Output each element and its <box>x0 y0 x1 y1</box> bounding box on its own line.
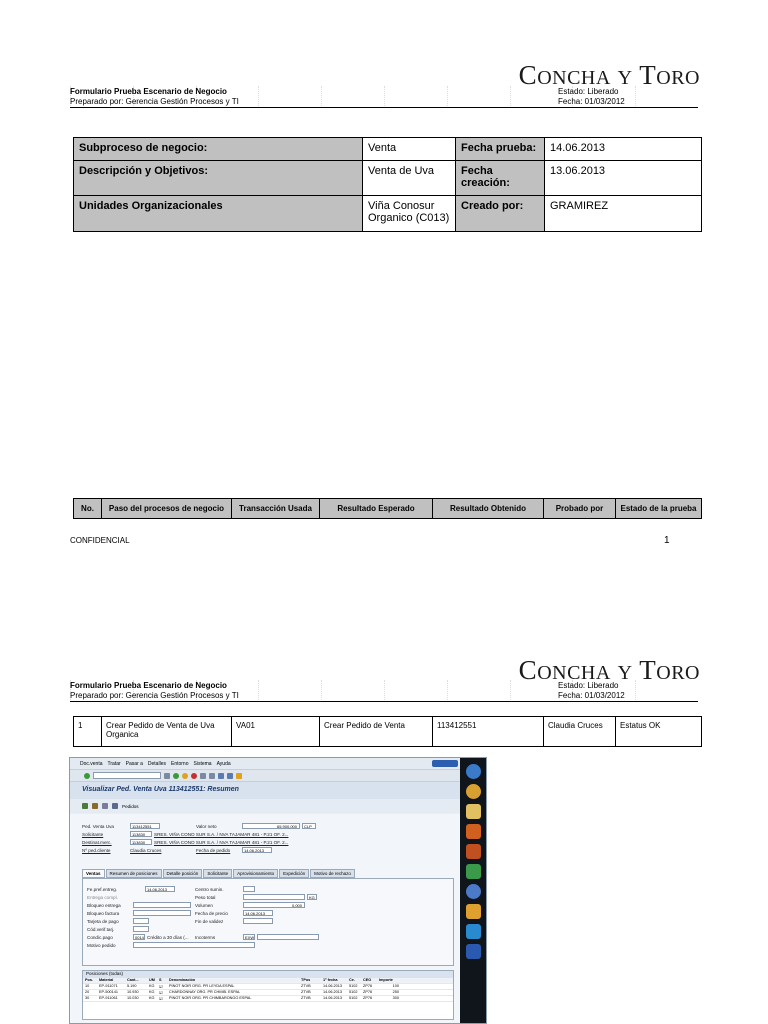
grid-col-cant: Cant... <box>127 978 139 982</box>
fprecio-field[interactable]: 14.06.2013 <box>243 910 273 916</box>
confidential-label: CONFIDENCIAL <box>70 536 130 545</box>
exit-icon[interactable] <box>182 773 188 779</box>
page-number: 1 <box>664 535 670 546</box>
help-icon[interactable] <box>236 773 242 779</box>
motivo-field[interactable] <box>133 942 255 948</box>
header-right <box>558 87 625 107</box>
step-probado: Claudia Cruces <box>544 717 616 747</box>
descripcion-label: Descripción y Objetivos: <box>74 161 363 196</box>
menu-entorno[interactable]: Entorno <box>170 760 189 767</box>
menu-doc-venta[interactable]: Doc.venta <box>80 760 103 767</box>
grid-cell: 5.190 <box>127 984 137 988</box>
step-esperado: Crear Pedido de Venta <box>320 717 433 747</box>
document-status: Estado: Liberado <box>558 87 619 96</box>
fecha-creacion-label: Fecha creación: <box>456 161 545 196</box>
step-transaccion: VA01 <box>232 717 320 747</box>
col-header-paso: Paso del procesos de negocio <box>102 499 232 519</box>
grid-cell: 5102 <box>349 984 358 988</box>
grid-cell: 14.06.2013 <box>323 996 343 1000</box>
bloq-ent-label: Bloqueo entrega <box>87 903 121 908</box>
header-left <box>70 87 239 107</box>
grid-cell: 20 <box>85 990 90 994</box>
word-icon[interactable] <box>466 944 481 959</box>
bloq-fac-field[interactable] <box>133 910 191 916</box>
grid-cell: CHARDONNAY ORG. PR CHIMB. ESPAL <box>169 990 241 994</box>
dest-name: SRES. VIÑA CONO SUR S.A. / NVA TAJAMAR 481 - P.21 OF. 2... <box>154 840 289 845</box>
find-icon[interactable] <box>209 773 215 779</box>
grid-cell: ZTVB <box>301 990 311 994</box>
sol-label: Solicitante <box>82 832 104 837</box>
motivo-label: Motivo pedido <box>87 943 116 948</box>
table-row <box>74 161 702 196</box>
company-logo: CONCHA Y TORO <box>518 60 700 90</box>
grid-cell: EP-911061 <box>99 996 118 1000</box>
prepared-by: Preparado por: Gerencia Gestión Procesos y TI <box>70 97 239 106</box>
unidades-label: Unidades Organizacionales <box>74 196 363 232</box>
fpref-label: Fe.pref.entreg. <box>87 887 118 892</box>
fin-label: Fin de validez <box>195 919 224 924</box>
np-label: Nº ped.cliente <box>82 848 111 853</box>
entrega-label: Entrega compl. <box>87 895 118 900</box>
tarjeta-label: Tarjeta de pago <box>87 919 119 924</box>
outlook-icon[interactable] <box>466 824 481 839</box>
orders-button-label[interactable]: Pedidos <box>122 803 139 809</box>
enter-icon[interactable] <box>84 773 90 779</box>
peso-unit[interactable]: KG <box>307 894 317 900</box>
sol-name: SRES. VIÑA CONO SUR S.A. / NVA TAJAMAR 481 - P.21 OF. 2... <box>154 832 289 837</box>
grid-cell: 5102 <box>349 996 358 1000</box>
session-icon[interactable] <box>227 773 233 779</box>
np-value: Claudia Cruces <box>130 848 162 853</box>
condp-text: Crédito a 30 días (... <box>147 935 189 940</box>
grid-col-importe: Importe <box>379 978 393 982</box>
header-icon[interactable] <box>102 803 108 809</box>
fecha-pedido-field[interactable]: 14.06.2013 <box>242 847 272 853</box>
tab-detalle-posicion[interactable]: Detalle posición <box>163 869 203 878</box>
fprecio-label: Fecha de precio <box>195 911 228 916</box>
unidades-value: Viña Conosur Organico (C013) <box>363 196 456 232</box>
prepared-by: Preparado por: Gerencia Gestión Procesos y TI <box>70 691 239 700</box>
start-icon[interactable] <box>466 764 481 779</box>
col-header-obtenido: Resultado Obtenido <box>433 499 544 519</box>
tab-solicitante[interactable]: Solicitante <box>203 869 232 878</box>
display-icon[interactable] <box>82 803 88 809</box>
subproceso-value: Venta <box>363 138 456 161</box>
grid-checkbox[interactable]: ☑ <box>159 991 163 995</box>
info-table <box>73 137 702 232</box>
grid-cell: ZP76 <box>363 984 373 988</box>
sol-field[interactable]: 113830 <box>130 831 152 837</box>
grid-col-ce: Ce. <box>349 978 355 982</box>
skype-icon[interactable] <box>466 924 481 939</box>
descripcion-value: Venta de Uva <box>363 161 456 196</box>
step-row-table <box>73 716 702 747</box>
bloq-ent-field[interactable] <box>133 902 191 908</box>
ped-label: Ped. Venta Uva <box>82 824 114 829</box>
fecha-prueba-label: Fecha prueba: <box>456 138 545 161</box>
fpref-field[interactable]: 14.06.2013 <box>145 886 175 892</box>
grid-cell: PINOT NOIR ORG. PR LEYDA ESPAL <box>169 984 235 988</box>
grid-title: Posiciones (todas) <box>83 971 453 978</box>
tab-motivo-rechazo[interactable]: Motivo de rechazo <box>310 869 355 878</box>
grid-cell: KG <box>149 990 155 994</box>
command-field[interactable] <box>93 772 161 779</box>
col-header-estado: Estado de la prueba <box>616 499 702 519</box>
grid-cell: 10.030 <box>127 996 139 1000</box>
grid-cell: ZP76 <box>363 996 373 1000</box>
grid-col-um: UM <box>149 978 155 982</box>
orders-icon[interactable] <box>112 803 118 809</box>
table-row <box>74 138 702 161</box>
step-obtenido: 113412551 <box>433 717 544 747</box>
table-row[interactable] <box>83 996 453 1002</box>
condp-label: Condic.pago <box>87 935 113 940</box>
peso-label: Peso total <box>195 895 216 900</box>
sap-tab-strip <box>82 869 355 878</box>
form-title: Formulario Prueba Escenario de Negocio <box>70 681 227 690</box>
grid-col-material: Material <box>99 978 114 982</box>
step-estado: Estatus OK <box>616 717 702 747</box>
bloq-fac-label: Bloqueo factura <box>87 911 120 916</box>
grid-cell: 10.930 <box>127 990 139 994</box>
header-right <box>558 681 625 701</box>
volumen-label: Volumen <box>195 903 213 908</box>
menu-sistema[interactable]: Sistema <box>193 760 212 767</box>
page-two <box>0 600 768 1024</box>
grid-cell: EP-911071 <box>99 984 118 988</box>
col-header-transaccion: Transacción Usada <box>232 499 320 519</box>
dest-label: Destinat.merc. <box>82 840 112 845</box>
incoterms-label: Incoterms <box>195 935 216 940</box>
grid-cell: 250 <box>392 990 399 994</box>
document-date: Fecha: 01/03/2012 <box>558 97 625 106</box>
menu-tratar[interactable]: Tratar <box>107 760 121 767</box>
document-status: Estado: Liberado <box>558 681 619 690</box>
volumen-field[interactable]: 0,000 <box>243 902 305 908</box>
tab-aprovisionamiento[interactable]: Aprovisionamiento <box>233 869 278 878</box>
tab-resumen-posiciones[interactable]: Resumen de posiciones <box>106 869 162 878</box>
dest-field[interactable]: 113830 <box>130 839 152 845</box>
grid-cell: KG <box>149 984 155 988</box>
grid-col-s: S <box>159 978 162 982</box>
fin-field[interactable] <box>243 918 273 924</box>
menu-detalles[interactable]: Detalles <box>147 760 166 767</box>
windows-taskbar <box>460 758 486 1024</box>
header-rule <box>70 107 698 108</box>
company-logo: CONCHA Y TORO <box>518 655 700 685</box>
centro-field[interactable] <box>243 886 255 892</box>
edit-icon[interactable] <box>92 803 98 809</box>
creado-por-label: Creado por: <box>456 196 545 232</box>
cancel-icon[interactable] <box>191 773 197 779</box>
fecha-pedido-label: Fecha de pedido <box>196 848 231 853</box>
grid-cell: 100 <box>392 984 399 988</box>
incoterms-field[interactable]: EXW <box>245 935 255 940</box>
centro-label: Centro sumin. <box>195 887 224 892</box>
print-icon[interactable] <box>200 773 206 779</box>
sap-app-toolbar <box>70 799 486 813</box>
grid-cell: 14.06.2013 <box>323 984 343 988</box>
ped-field[interactable]: 113412551 <box>130 823 160 829</box>
subproceso-label: Subproceso de negocio: <box>74 138 363 161</box>
sap-screen-title: Visualizar Ped. Venta Uva 113412551: Resumen <box>70 782 486 799</box>
header-left <box>70 681 239 701</box>
header-rule <box>70 701 698 702</box>
items-grid <box>82 970 454 1020</box>
table-row <box>74 196 702 232</box>
grid-cell: ZP76 <box>363 990 373 994</box>
window-controls[interactable] <box>432 760 458 767</box>
tab-ventas[interactable]: Ventas <box>82 869 105 878</box>
grid-cell: ZTVB <box>301 996 311 1000</box>
sap-body <box>70 814 462 1024</box>
grid-cell: PINOT NOIR ORG. PR CHIMBARONGO ESPAL <box>169 996 252 1000</box>
form-title: Formulario Prueba Escenario de Negocio <box>70 87 227 96</box>
sap-system-toolbar <box>70 770 486 782</box>
explorer-icon[interactable] <box>466 904 481 919</box>
tarjeta-field[interactable] <box>133 918 149 924</box>
back-icon[interactable] <box>173 773 179 779</box>
valor-field[interactable]: 65.900,000 <box>242 823 300 829</box>
grid-col-denominacion: Denominación <box>169 978 196 982</box>
step-paso: Crear Pedido de Venta de Uva Organica <box>102 717 232 747</box>
peso-field[interactable] <box>243 894 305 900</box>
grid-cell: KG <box>149 996 155 1000</box>
grid-checkbox[interactable]: ☑ <box>159 997 163 1001</box>
grid-cell: 30 <box>85 996 90 1000</box>
col-header-esperado: Resultado Esperado <box>320 499 433 519</box>
grid-col-fecha: 1ª fecha <box>323 978 338 982</box>
fecha-creacion-value: 13.06.2013 <box>545 161 702 196</box>
menu-pasar-a[interactable]: Pasar a <box>125 760 143 767</box>
valor-label: Valor neto <box>196 824 217 829</box>
grid-cell: EP-500141 <box>99 990 118 994</box>
fecha-prueba-value: 14.06.2013 <box>545 138 702 161</box>
steps-table <box>73 498 702 519</box>
app-icon[interactable] <box>466 884 481 899</box>
tab-expedicion[interactable]: Expedición <box>279 869 309 878</box>
grid-col-tpos: TPos <box>301 978 311 982</box>
grid-col-ceo: CEO <box>363 978 372 982</box>
document-date: Fecha: 01/03/2012 <box>558 691 625 700</box>
col-header-probado: Probado por <box>544 499 616 519</box>
grid-col-pos: Pos. <box>85 978 94 982</box>
menu-ayuda[interactable]: Ayuda <box>216 760 231 767</box>
media-icon[interactable] <box>466 844 481 859</box>
ventas-tab-panel <box>82 878 454 966</box>
grid-cell: ZTVB <box>301 984 311 988</box>
cod-label: Cód.verif.tarj. <box>87 927 115 932</box>
browser-icon[interactable] <box>466 784 481 799</box>
incoterms-part2[interactable] <box>257 934 319 940</box>
grid-checkbox[interactable]: ☑ <box>159 985 163 989</box>
table-header-row <box>74 499 702 519</box>
condp-field[interactable]: 0014 <box>135 935 144 940</box>
sap-menu-bar <box>70 758 486 770</box>
save-icon[interactable] <box>164 773 170 779</box>
page-nav-icon[interactable] <box>218 773 224 779</box>
cod-field[interactable] <box>133 926 149 932</box>
sap-screenshot <box>69 757 487 1024</box>
grid-cell: 5102 <box>349 990 358 994</box>
folder-icon[interactable] <box>466 804 481 819</box>
col-header-no: No. <box>74 499 102 519</box>
step-no: 1 <box>74 717 102 747</box>
table-row <box>74 717 702 747</box>
creado-por-value: GRAMIREZ <box>545 196 702 232</box>
grid-cell: 14.06.2013 <box>323 990 343 994</box>
grid-cell: 300 <box>392 996 399 1000</box>
grid-cell: 10 <box>85 984 90 988</box>
excel-icon[interactable] <box>466 864 481 879</box>
currency-field[interactable]: CLP <box>302 823 316 829</box>
